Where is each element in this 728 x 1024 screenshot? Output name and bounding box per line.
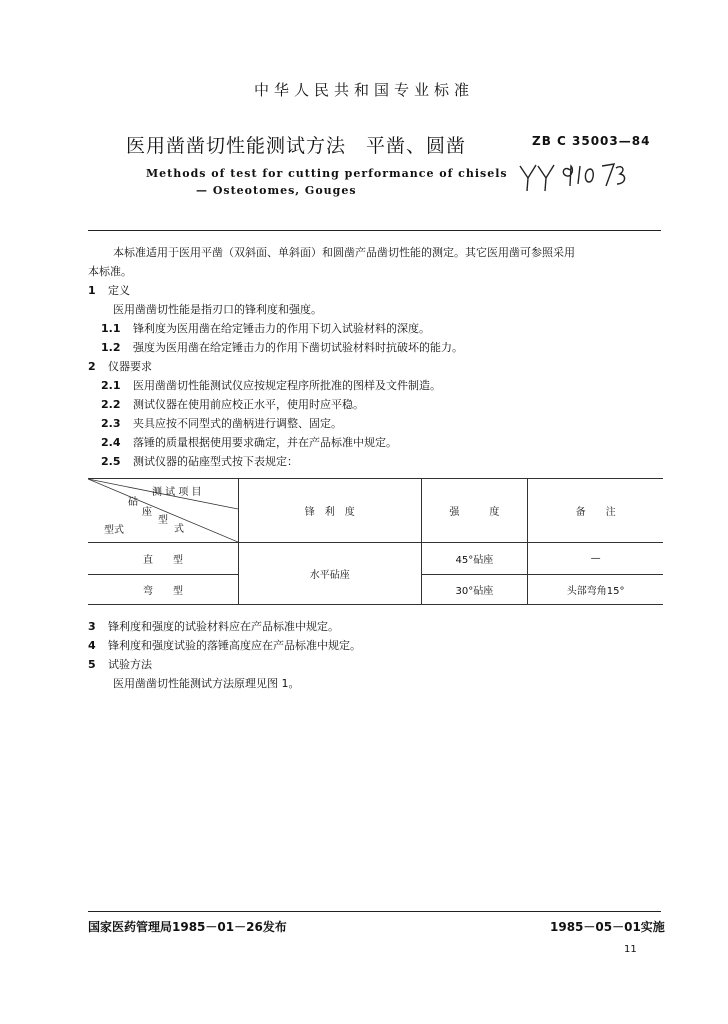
section-text: 锋利度和强度试验的落锤高度应在产品标准中规定。 [108,639,361,652]
section-4 [88,639,361,653]
effective-date: 1985－05－01实施 [550,920,665,934]
clause-1-1 [101,322,430,336]
diag-label-items: 测 试 项 目 [152,487,202,498]
section-5-heading [88,658,152,672]
clause-2-3 [101,417,342,431]
section-number: 3 [88,620,96,633]
clause-number: 2.4 [101,436,121,449]
clause-2-2 [101,398,364,412]
clause-text: 测试仪器在使用前应校正水平，使用时应平稳。 [133,398,364,411]
header-rule [88,230,661,231]
diagonal-header-cell [88,479,239,543]
clause-number: 1.1 [101,322,121,335]
section-number: 4 [88,639,96,652]
clause-1-2 [101,341,463,355]
diagonal-header [88,479,238,542]
sharpness-anvil-cell: 水平砧座 [239,543,422,605]
handwritten-note [518,160,630,194]
diag-label-anvil: 砧 [128,497,138,508]
col-header-strength: 强 度 [421,479,528,543]
document-title-en-line1: Methods of test for cutting performance of chisels [146,167,508,180]
intro-paragraph-line1: 本标准适用于医用平凿（双斜面、单斜面）和圆凿产品凿切性能的测定。其它医用凿可参照采用 [113,246,575,259]
diag-label-model: 型式 [104,525,124,536]
row2-strength-anvil: 30°砧座 [421,575,528,605]
table-header-row [88,479,663,543]
clause-2-4 [101,436,397,450]
clause-text: 落锤的质量根据使用要求确定，并在产品标准中规定。 [133,436,397,449]
clause-text: 测试仪器的砧座型式按下表规定： [133,455,298,468]
clause-text: 医用凿凿切性能测试仪应按规定程序所批准的图样及文件制造。 [133,379,441,392]
issue-date: 国家医药管理局1985－01－26发布 [88,920,287,934]
row1-strength-anvil: 45°砧座 [421,543,528,575]
row2-remark: 头部弯角15° [528,575,663,605]
page-number: 11 [624,944,637,955]
clause-text: 夹具应按不同型式的凿柄进行调整、固定。 [133,417,342,430]
diag-label-form: 式 [174,524,184,535]
table-row [88,543,663,575]
section-1-heading [88,284,130,298]
issuing-authority-title: 中华人民共和国专业标准 [253,81,474,99]
section-number: 2 [88,360,96,373]
row-type-curved: 弯 型 [88,575,239,605]
col-header-sharpness: 锋 利 度 [239,479,422,543]
clause-number: 2.5 [101,455,121,468]
section-2-heading [88,360,152,374]
document-title-cn: 医用凿凿切性能测试方法 平凿、圆凿 [126,135,467,157]
anvil-type-table [88,478,663,605]
section-5-text: 医用凿凿切性能测试方法原理见图 1。 [113,677,300,690]
clause-number: 1.2 [101,341,121,354]
clause-number: 2.1 [101,379,121,392]
clause-text: 强度为医用凿在给定锤击力的作用下凿切试验材料时抗破坏的能力。 [133,341,463,354]
section-number: 5 [88,658,96,671]
section-3 [88,620,339,634]
clause-number: 2.3 [101,417,121,430]
section-title: 定义 [108,284,130,297]
diag-label-type: 型 [158,515,168,526]
clause-number: 2.2 [101,398,121,411]
clause-2-5 [101,455,298,469]
intro-paragraph-line2: 本标准。 [88,265,132,278]
section-1-text: 医用凿凿切性能是指刃口的锋利度和强度。 [113,303,322,316]
col-header-remark: 备 注 [528,479,663,543]
document-title-en-line2: — Osteotomes, Gouges [196,184,357,197]
standard-code: ZB C 35003—84 [532,134,651,148]
section-title: 仪器要求 [108,360,152,373]
diag-label-seat: 座 [142,507,152,518]
clause-text: 锋利度为医用凿在给定锤击力的作用下切入试验材料的深度。 [133,322,430,335]
row-type-straight: 直 型 [88,543,239,575]
row1-remark: — [528,543,663,575]
section-title: 试验方法 [108,658,152,671]
footer-rule [88,911,661,912]
clause-2-1 [101,379,441,393]
section-text: 锋利度和强度的试验材料应在产品标准中规定。 [108,620,339,633]
section-number: 1 [88,284,96,297]
